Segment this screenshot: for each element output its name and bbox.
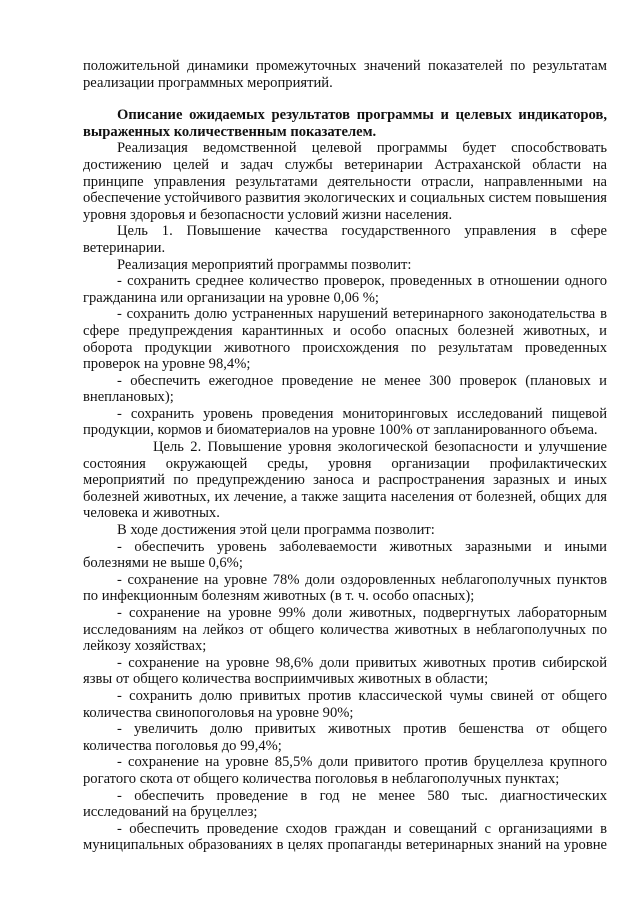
goal-2-item: - сохранение на уровне 99% доли животных, подвергнутых лабораторным исследованиям на лейкоз от общего количества животных в неблагополучных по лейкозу хозяйствах; xyxy=(83,605,607,655)
goal-1-item: - сохранить долю устраненных нарушений ветеринарного законодательства в сфере предупреждения карантинных и особо опасных болезней животных, и оборота продукции животного происхождения по результатам проведенных проверок на уровне 98,4%; xyxy=(83,306,607,373)
goal-2-item: - обеспечить проведение в год не менее 580 тыс. диагностических исследований на бруцеллез; xyxy=(83,787,607,821)
goal-2-item: - увеличить долю привитых животных против бешенства от общего количества поголовья до 99,4%; xyxy=(83,721,607,754)
goal-1-item: - сохранить среднее количество проверок, проведенных в отношении одного гражданина или организации на уровне 0,06 %; xyxy=(83,273,607,306)
goal-2-item: - сохранить долю привитых против классической чумы свиней от общего количества свинопоголовья на уровне 90%; xyxy=(83,687,607,721)
paragraph-gap xyxy=(83,91,607,107)
goal-1-paragraph: Цель 1. Повышение качества государственного управления в сфере ветеринарии. xyxy=(83,223,607,256)
goal-2-item: - сохранение на уровне 98,6% доли привитых животных против сибирской язвы от общего количества восприимчивых животных в области; xyxy=(83,654,607,688)
realization-paragraph: Реализация ведомственной целевой программы будет способствовать достижению целей и задач службы ветеринарии Астраханской области на принципе управления результатами деятельности отрасли, направленными на обеспечение устойчивого развития экологических и социальных систем повышения уровня здоровья и безопасности условий жизни населения. xyxy=(83,140,607,223)
goal-2-item: - обеспечить проведение сходов граждан и совещаний с организациями в муниципальных образованиях в целях пропаганды ветеринарных знаний на уровне xyxy=(83,820,607,854)
goal-2-item: - обеспечить уровень заболеваемости животных заразными и иными болезнями не выше 0,6%; xyxy=(83,538,607,572)
goal-2-item: - сохранение на уровне 78% доли оздоровленных неблагополучных пунктов по инфекционным болезням животных (в т. ч. особо опасных); xyxy=(83,571,607,605)
document-page xyxy=(83,58,607,854)
goal-1-item: - обеспечить ежегодное проведение не менее 300 проверок (плановых и внеплановых); xyxy=(83,372,607,406)
goal-2-item: - сохранение на уровне 85,5% доли привитого против бруцеллеза крупного рогатого скота от общего количества поголовья в неблагополучных пунктах; xyxy=(83,754,607,787)
goal-2-paragraph: Цель 2. Повышение уровня экологической безопасности и улучшение состояния окружающей среды, уровня организации профилактических мероприятий по предупреждению заноса и распространения заразных и иных болезней животных, их лечение, а также защита населения от болезней, общих для человека и животных. xyxy=(83,439,607,522)
section-heading: Описание ожидаемых результатов программы и целевых индикаторов, выраженных количественным показателем. xyxy=(83,107,607,140)
goal-1-item: - сохранить уровень проведения мониторинговых исследований пищевой продукции, кормов и биоматериалов на уровне 100% от запланированного объема. xyxy=(83,405,607,439)
intro-continuation: положительной динамики промежуточных значений показателей по результатам реализации программных мероприятий. xyxy=(83,58,607,91)
goal-2-lead: В ходе достижения этой цели программа позволит: xyxy=(117,522,435,539)
goal-1-lead: Реализация мероприятий программы позволит: xyxy=(117,256,412,273)
